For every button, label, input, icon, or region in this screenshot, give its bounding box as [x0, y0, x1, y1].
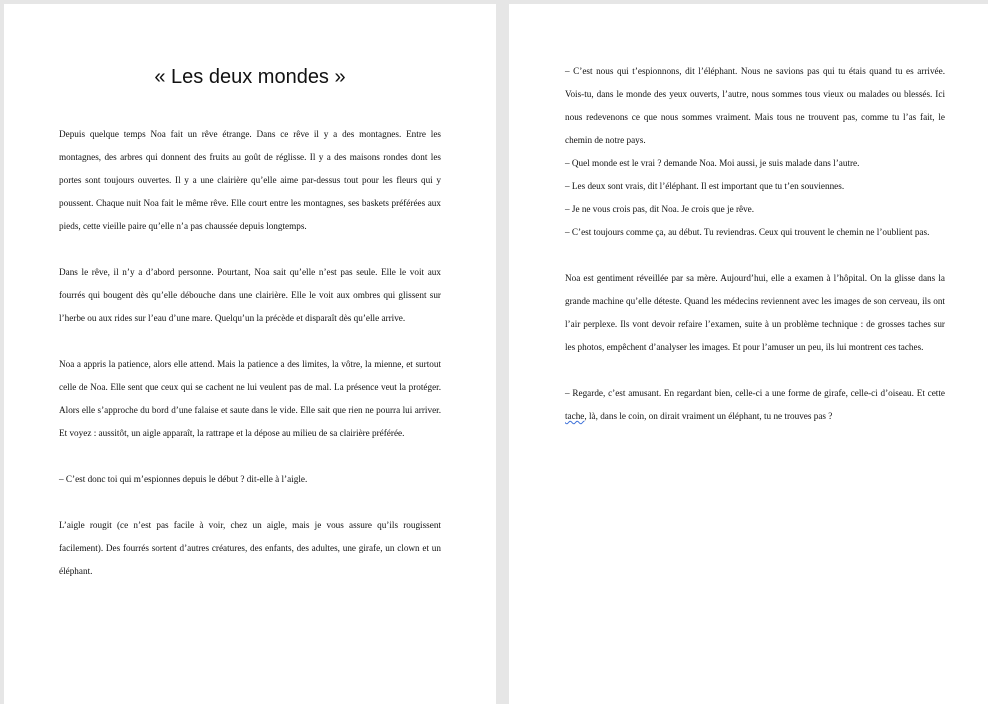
paragraph-dialogue: – C’est nous qui t’espionnons, dit l’éléphant. Nous ne savions pas qui tu étais quand tu es arrivée. Vois-tu, dans le monde des yeux ouverts, l’autre, nous sommes tous vieux ou malades ou blessés. Ici nous redevenons ce que nous sommes vraiment. Mais tous ne trouvent pas, comme tu l’as fait, le chemin de notre pays. — [565, 66, 945, 145]
paragraph-dialogue: – Je ne vous crois pas, dit Noa. Je crois que je rêve. — [565, 204, 755, 214]
paragraph: L’aigle rougit (ce n’est pas facile à voir, chez un aigle, mais je vous assure qu’ils rougissent facilement). Des fourrés sortent d’autres créatures, des enfants, des adultes, une girafe, un clown et un éléphant. — [59, 520, 441, 576]
text-run: , là, dans le coin, on dirait vraiment un éléphant, tu ne trouves pas ? — [584, 411, 833, 421]
paragraph: Dans le rêve, il n’y a d’abord personne. Pourtant, Noa sait qu’elle n’est pas seule. Elle le voit aux fourrés qui bougent dès qu’elle débouche dans une clairière. Elle le voit aux ombres qui glissent sur l’herbe ou aux rides sur l’eau d’une mare. Quelqu’un la précède et disparaît dès qu’elle arrive. — [59, 267, 441, 323]
document-page-right[interactable] — [509, 4, 988, 704]
paragraph-dialogue: – C’est toujours comme ça, au début. Tu reviendras. Ceux qui trouvent le chemin ne l’oublient pas. — [565, 227, 930, 237]
paragraph-dialogue: – Les deux sont vrais, dit l’éléphant. Il est important que tu t’en souviennes. — [565, 181, 845, 191]
text-run: – Regarde, c’est amusant. En regardant bien, celle-ci a une forme de girafe, celle-ci d’oiseau. Et cette — [565, 388, 945, 398]
paragraph-dialogue: – Quel monde est le vrai ? demande Noa. Moi aussi, je suis malade dans l’autre. — [565, 158, 860, 168]
paragraph: Depuis quelque temps Noa fait un rêve étrange. Dans ce rêve il y a des montagnes. Entre les montagnes, des arbres qui donnent des fruits au goût de réglisse. Il y a des maisons rondes dont les portes sont toujours ouvertes. Il y a une clairière qu’elle aime par-dessus tout pour les fleurs qui y poussent. Chaque nuit Noa fait le même rêve. Elle court entre les montagnes, ses baskets préférées aux pieds, cette vieille paire qu’elle n’a pas chaussée depuis longtemps. — [59, 129, 441, 231]
document-title: « Les deux mondes » — [154, 66, 346, 88]
spellcheck-flagged-word[interactable]: tache — [565, 411, 585, 421]
paragraph-dialogue — [565, 382, 945, 428]
document-page-left[interactable] — [4, 4, 496, 704]
paragraph-dialogue: – C’est donc toi qui m’espionnes depuis le début ? dit-elle à l’aigle. — [59, 474, 308, 484]
paragraph: Noa a appris la patience, alors elle attend. Mais la patience a des limites, la vôtre, la mienne, et surtout celle de Noa. Elle sent que ceux qui se cachent ne lui veulent pas de mal. La présence veut la protéger. Alors elle s’approche du bord d’une falaise et saute dans le vide. Elle sait que rien ne pourra lui arriver. Et voyez : aussitôt, un aigle apparaît, la rattrape et la dépose au milieu de sa clairière préférée. — [59, 359, 441, 438]
paragraph: Noa est gentiment réveillée par sa mère. Aujourd’hui, elle a examen à l’hôpital. On la glisse dans la grande machine qu’elle déteste. Quand les médecins reviennent avec les images de son cerveau, ils ont l’air perplexe. Ils vont devoir refaire l’examen, suite à un problème technique : de grosses taches sur les photos, empêchent d’analyser les images. Et pour l’amuser un peu, ils lui montrent ces taches. — [565, 273, 945, 352]
